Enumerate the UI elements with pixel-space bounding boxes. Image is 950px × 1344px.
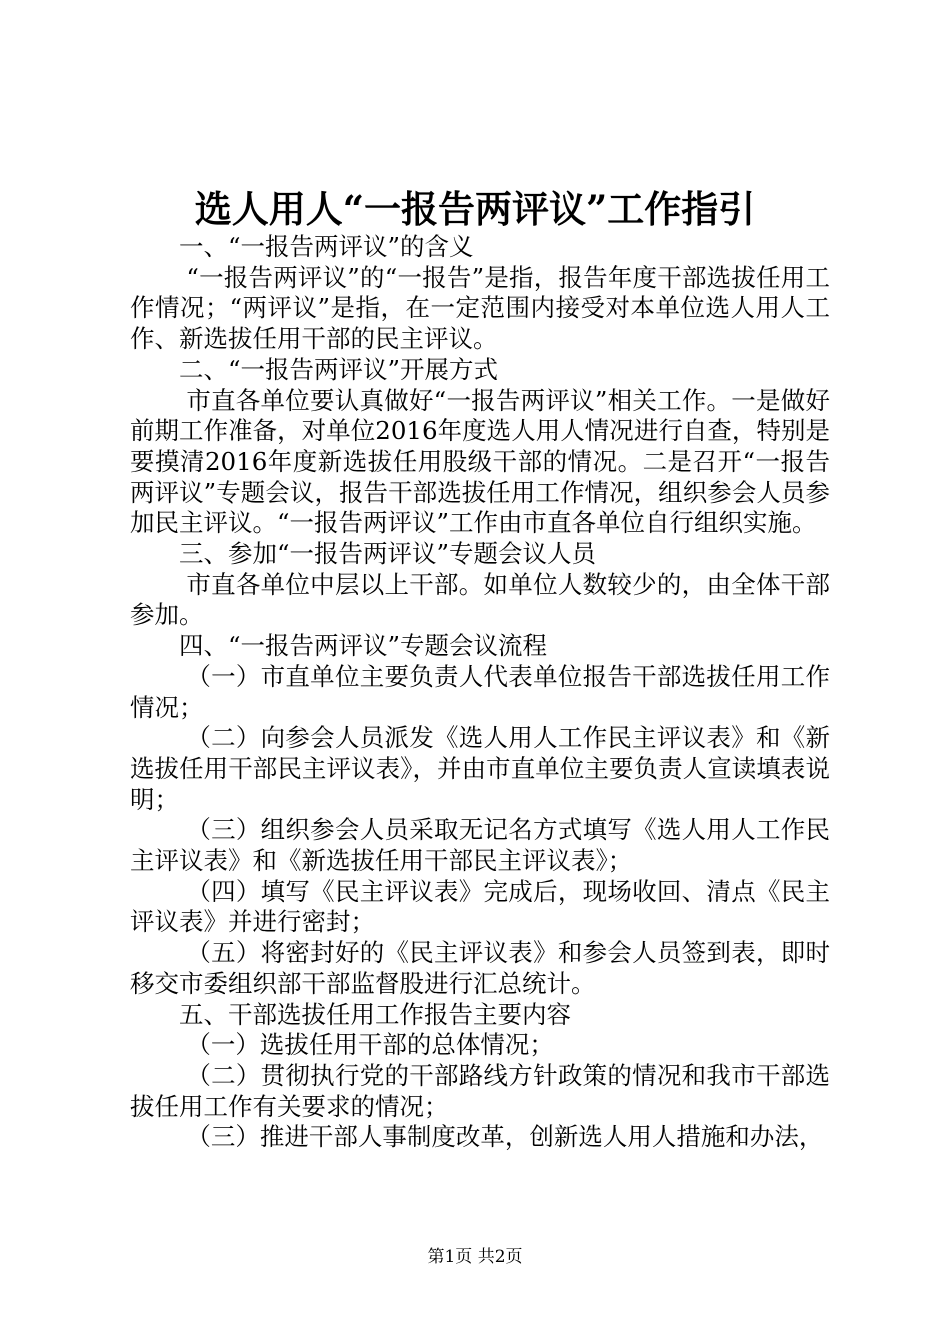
body-paragraph: 市直各单位要认真做好“一报告两评议”相关工作。一是做好前期工作准备，对单位2016年度选人用人情况进行自查，特别是要摸清2016年度新选拔任用股级干部的情况。二是召开“一报告两评议”专题会议，报告干部选拔任用工作情况，组织参会人员参加民主评议。“一报告两评议”工作由市直各单位自行组织实施。 — [130, 385, 830, 538]
list-item: （四）填写《民主评议表》完成后，现场收回、清点《民主评议表》并进行密封； — [130, 876, 830, 937]
list-item: （三）组织参会人员采取无记名方式填写《选人用人工作民主评议表》和《新选拔任用干部民主评议表》； — [130, 815, 830, 876]
section-heading-3: 三、参加“一报告两评议”专题会议人员 — [179, 539, 597, 569]
section-heading-4: 四、“一报告两评议”专题会议流程 — [179, 631, 548, 661]
list-item: （一）市直单位主要负责人代表单位报告干部选拔任用工作情况； — [130, 661, 830, 722]
list-item: （二）向参会人员派发《选人用人工作民主评议表》和《新选拔任用干部民主评议表》，并由市直单位主要负责人宣读填表说明； — [130, 723, 830, 814]
section-heading-1: 一、“一报告两评议”的含义 — [179, 232, 474, 261]
document-title: 选人用人“一报告两评议”工作指引 — [194, 187, 756, 231]
document-body — [130, 232, 830, 1153]
body-paragraph: 市直各单位中层以上干部。如单位人数较少的，由全体干部参加。 — [130, 569, 830, 630]
section-heading-2: 二、“一报告两评议”开展方式 — [179, 354, 499, 384]
list-item: （二）贯彻执行党的干部路线方针政策的情况和我市干部选拔任用工作有关要求的情况； — [130, 1060, 830, 1121]
body-paragraph: “一报告两评议”的“一报告”是指，报告年度干部选拔任用工作情况；“两评议”是指，在一定范围内接受对本单位选人用人工作、新选拔任用干部的民主评议。 — [130, 262, 830, 354]
section-heading-5: 五、干部选拔任用工作报告主要内容 — [179, 999, 571, 1029]
list-item: （一）选拔任用干部的总体情况； — [186, 1030, 554, 1060]
page-number-footer: 第1页 共2页 — [427, 1247, 523, 1267]
list-item: （三）推进干部人事制度改革，创新选人用人措施和办法， — [186, 1122, 824, 1152]
list-item: （五）将密封好的《民主评议表》和参会人员签到表，即时移交市委组织部干部监督股进行汇总统计。 — [130, 938, 830, 998]
